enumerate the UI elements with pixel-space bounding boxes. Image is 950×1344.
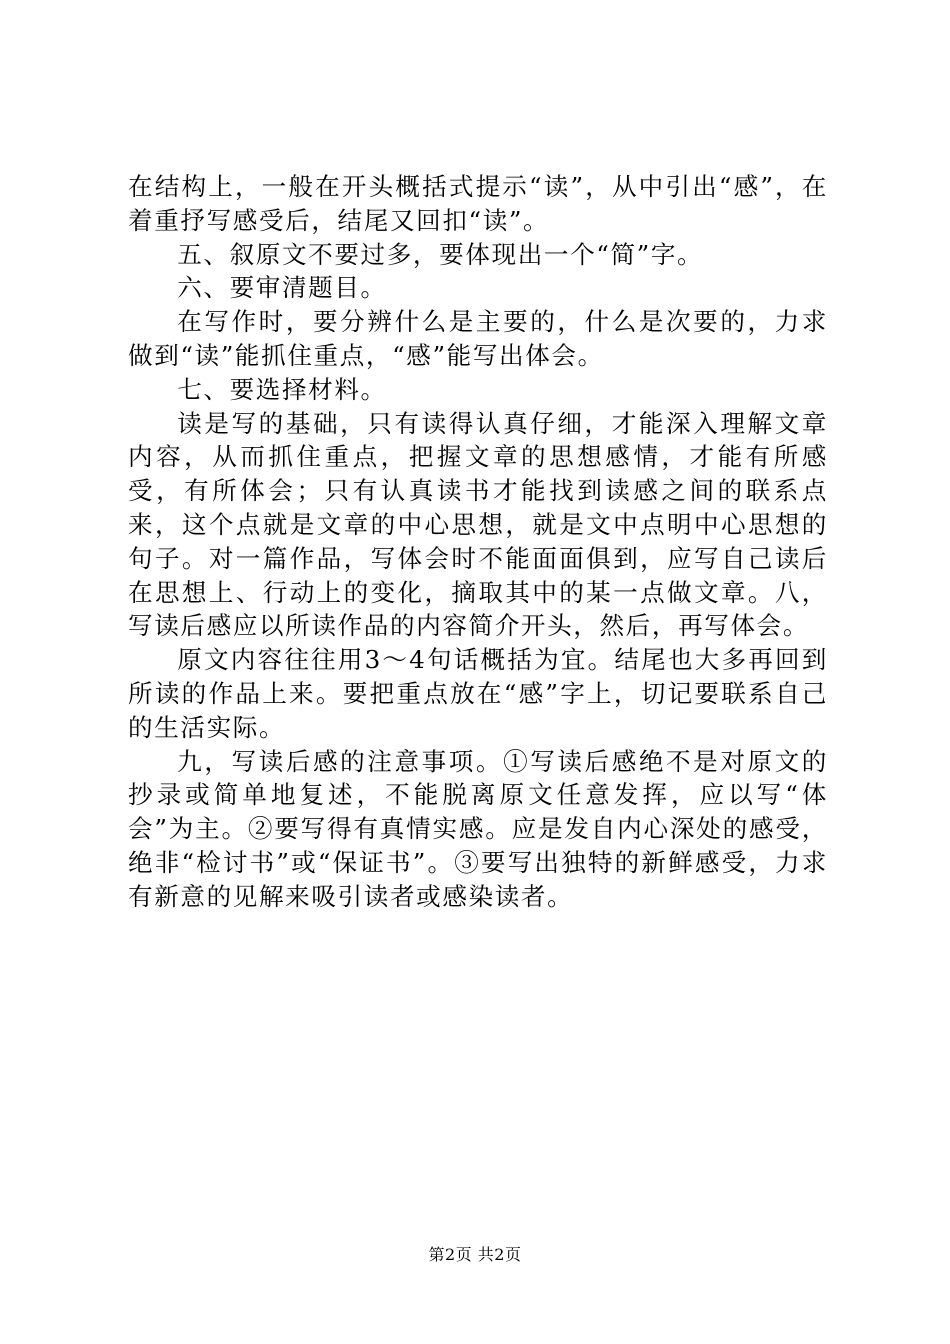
paragraph-6: 读是写的基础，只有读得认真仔细，才能深入理解文章内容，从而抓住重点，把握文章的思想感情，才能有所感受，有所体会；只有认真读书才能找到读感之间的联系点来，这个点就是文章的中心思想，就是文中点明中心思想的句子。对一篇作品，写体会时不能面面俱到，应写自己读后在思想上、行动上的变化，摘取其中的某一点做文章。八，写读后感应以所读作品的内容简介开头，然后，再写体会。 [128, 408, 828, 641]
paragraph-1: 在结构上，一般在开头概括式提示“读”，从中引出“感”，在着重抒写感受后，结尾又回扣“读”。 [128, 172, 828, 235]
paragraph-2: 五、叙原文不要过多，要体现出一个“简”字。 [177, 239, 704, 269]
document-body [128, 170, 828, 914]
paragraph-3: 六、要审清题目。 [177, 273, 387, 303]
page-number-footer: 第2页 共2页 [428, 1245, 522, 1264]
paragraph-8: 九，写读后感的注意事项。①写读后感绝不是对原文的抄录或简单地复述，不能脱离原文任意发挥，应以写“体会”为主。②要写得有真情实感。应是发自内心深处的感受，绝非“检讨书”或“保证书”。③要写出独特的新鲜感受，力求有新意的见解来吸引读者或感染读者。 [128, 746, 828, 911]
paragraph-7: 原文内容往往用3～4句话概括为宜。结尾也大多再回到所读的作品上来。要把重点放在“感”字上，切记要联系自己的生活实际。 [128, 645, 828, 742]
paragraph-5: 七、要选择材料。 [177, 374, 387, 404]
paragraph-4: 在写作时，要分辨什么是主要的，什么是次要的，力求做到“读”能抓住重点，“感”能写出体会。 [128, 307, 828, 370]
